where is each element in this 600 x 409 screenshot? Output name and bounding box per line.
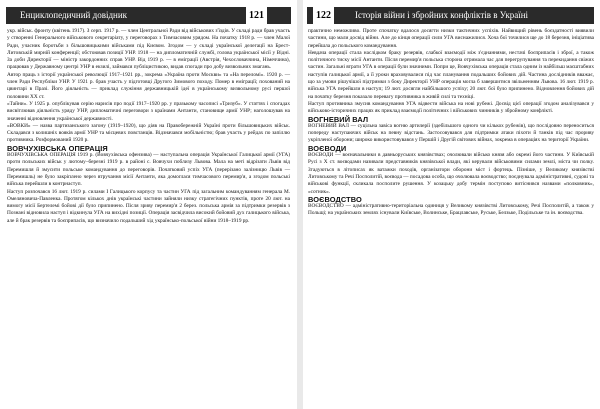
right-paragraph-4: ВОГНЕВИЙ ВАЛ — суцільна завіса вогню артилерії (здебільшого одного чи кількох рубежів), що послідовно переноситься попереду наступаючих військ на певну відстань. Застосовувався для підтримки атаки піхоти й танків під час прориву укріпленої оборони; широко використовувався у Першій і Другій світових війнах, зокрема в операціях на території України.: [308, 122, 594, 144]
left-header-title: Енциклопедичний довідник: [20, 10, 128, 20]
left-paragraph-5: ВОВЧУХІВСЬКА ОПЕРАЦІЯ 1919 р. (Вовчухівська офензива) — наступальна операція Української Галицької армії (УГА) проти польських військ у лютому–березні 1919 р. в районі с. Вовчухи поблизу Львова. Мала на меті відрізати Львів від Перемишля й змусити польське командування до переговорів. Початковий успіх УГА (перерізано залізницю Львів — Перемишль) не було закріплено через втручання місії Антанти, яка домоглася тимчасового перемир'я, а згодом польські війська перейшли в контрнаступ.: [7, 152, 290, 188]
left-paragraph-3: «Тайни». У 1925 р. опублікував серію нарисів про події 1917–1920 рр. у празькому часописі «Тризуб». У статтях і спогадах висвітлював діяльність уряду УНР, дипломатичні переговори з країнами Антанти, становище армії УНР; наголошував на значенні відновлення української державності.: [7, 100, 290, 122]
right-page-header: [307, 7, 594, 24]
left-paragraph-2: Автор праць з історії української революції 1917–1921 рр., зокрема «Україна проти Москви» та «На переломі». 1920 р. — член Ради Республіки УНР. У 1921 р. брав участь у підготовці Другого Зимового походу. Помер в еміграції; похований на цвинтарі в Празі. Його діяльність — приклад служіння державницькій ідеї в українському визвольному русі першої половини XX ст.: [7, 71, 290, 100]
left-paragraph-4: «ВОВКИ» — назва партизанського загону (1919–1920), що діяв на Правобережній Україні проти більшовицьких військ. Складався з колишніх вояків армії УНР та місцевих повстанців. Відзначався мобільністю; брав участь у рейдах по запіллю противника. Розформований 1920 р.: [7, 122, 290, 144]
right-paragraph-5: ВОЄВОДИ — воєначальники в давньоруських князівствах; очолювали військо князя або окремі його частини. У Київській Русі з X ст. воєводами називали представників князівської влади, які керували військовими силами землі, міста чи полку. Згадуються в літописах як ватажки походів, організатори оборони міст і фортець. Пізніше, у Великому князівстві Литовському та Речі Посполитій, воєвода — посадова особа, що очолювала воєводство; поєднувала адміністративні, судові та військові функції, скликала посполите рушення. У козацьку добу термін поступово витіснився назвами «полковник», «сотник».: [308, 152, 594, 195]
right-page-number: 122: [313, 7, 334, 24]
left-paragraph-6: Наступ розпочався 16 лют. 1919 р. силами I Галицького корпусу та частин УГА під загальним командуванням генерала М. Омеляновича-Павленка. Протягом кількох днів українські частини зайняли низку стратегічних пунктів, проте 20 лют. на вимогу місії Бертелемі бойові дії було припинено. Після зриву перемир'я 2 берез. польська армія за підтримки резервів з Познані відновила наступ і відкинула УГА на вихідні позиції. Операція засвідчила високий бойовий дух галицького війська, але й брак резервів та боєприпасів, що визначило подальший хід українсько-польської війни 1918–1919 рр.: [7, 188, 290, 224]
right-header-title: Історія війни і збройних конфліктів в Україні: [355, 10, 529, 20]
entry-headword-voievodstvo: ВОЄВОДСТВО: [308, 194, 362, 204]
left-page: [0, 0, 297, 409]
entry-headword: ВОВЧУХІВСЬКА ОПЕРАЦІЯ: [7, 143, 108, 153]
right-page: [303, 0, 600, 409]
right-paragraph-3: Наступ противника змусив командування УГА відвести війська на нові рубежі. Досвід цієї операції згодом аналізувався у військово-історичних працях як приклад взаємодії політичних і військових чинників у збройному конфлікті.: [308, 100, 594, 115]
left-page-number: 121: [246, 7, 267, 24]
entry-headword-voievody: ВОЄВОДИ: [308, 143, 347, 153]
entry-headword-vohnevyi-val: ВОГНЕВИЙ ВАЛ: [308, 114, 369, 124]
right-paragraph-6: ВОЄВОДСТВО — адміністративно-територіальна одиниця у Великому князівстві Литовському, Речі Посполитій, а також у Польщі; на українських землях існували Київське, Волинське, Брацлавське, Руське, Белзьке, Подільське та ін. воєводства.: [308, 203, 594, 217]
right-page-text: [308, 28, 594, 218]
right-paragraph-1: практично неможливо. Проте спочатку вдалося досягти низки тактичних успіхів. Найвищий рівень боєздатності виявили частини, що мали досвід війни. Але до кінця операції сили УГА виснажилися. Хоча бої точилися ще до 18 березня, ініціатива перейшла до польського командування.: [308, 28, 594, 49]
left-page-header: [6, 7, 291, 24]
left-paragraph-1: укр. військ. фронту (квітень 1917). З серп. 1917 р. — член Центральної Ради від військових з'їздів. У складі ради брав участь у створенні Генерального військового секретаріату, у переговорах з Тимчасовим урядом. На початку 1918 р. — член Малої Ради, учасник боротьби з більшовицькими військами під Києвом. Згодом — у складі української делегації на Брест-Литовській мирній конференції; обстоював позиції УНР. 1918 — на дипломатичній службі, голова української місії у Відні. За доби Директорії — міністр закордонних справ УНР. Від 1919 р. — в еміграції (Австрія, Чехословаччина, Німеччина), працював у Державному центрі УНР в екзилі, займався публіцистикою, видав спогади про добу визвольних змагань.: [7, 28, 290, 71]
right-paragraph-2: Невдача операції стала наслідком браку резервів, слабкої взаємодії між з'єднаннями, нестачі боєприпасів і зброї, а також політичного тиску місії Антанти. Після перемир'я польська сторона отримала час для перегрупування та перекидання свіжих частин. Загальні втрати УГА в операції були значними. Попри це, Вовчухівська операція стала одним із найбільш масштабних наступів галицької армії, а її уроки враховувалися під час планування подальших бойових дій. Частина дослідників вважає, що за умови рішучішої підтримки з боку Директорії УНР операція могла б завершитися звільненням Львова. 16 лют. 1919 р. війська УГА перейшли в наступ; 19 лют. досягли найбільшого успіху; 20 лют. бої було припинено. Відновлення бойових дій на початку березня показало перевагу противника в живій силі та техніці.: [308, 49, 594, 100]
left-page-text: [7, 28, 290, 225]
